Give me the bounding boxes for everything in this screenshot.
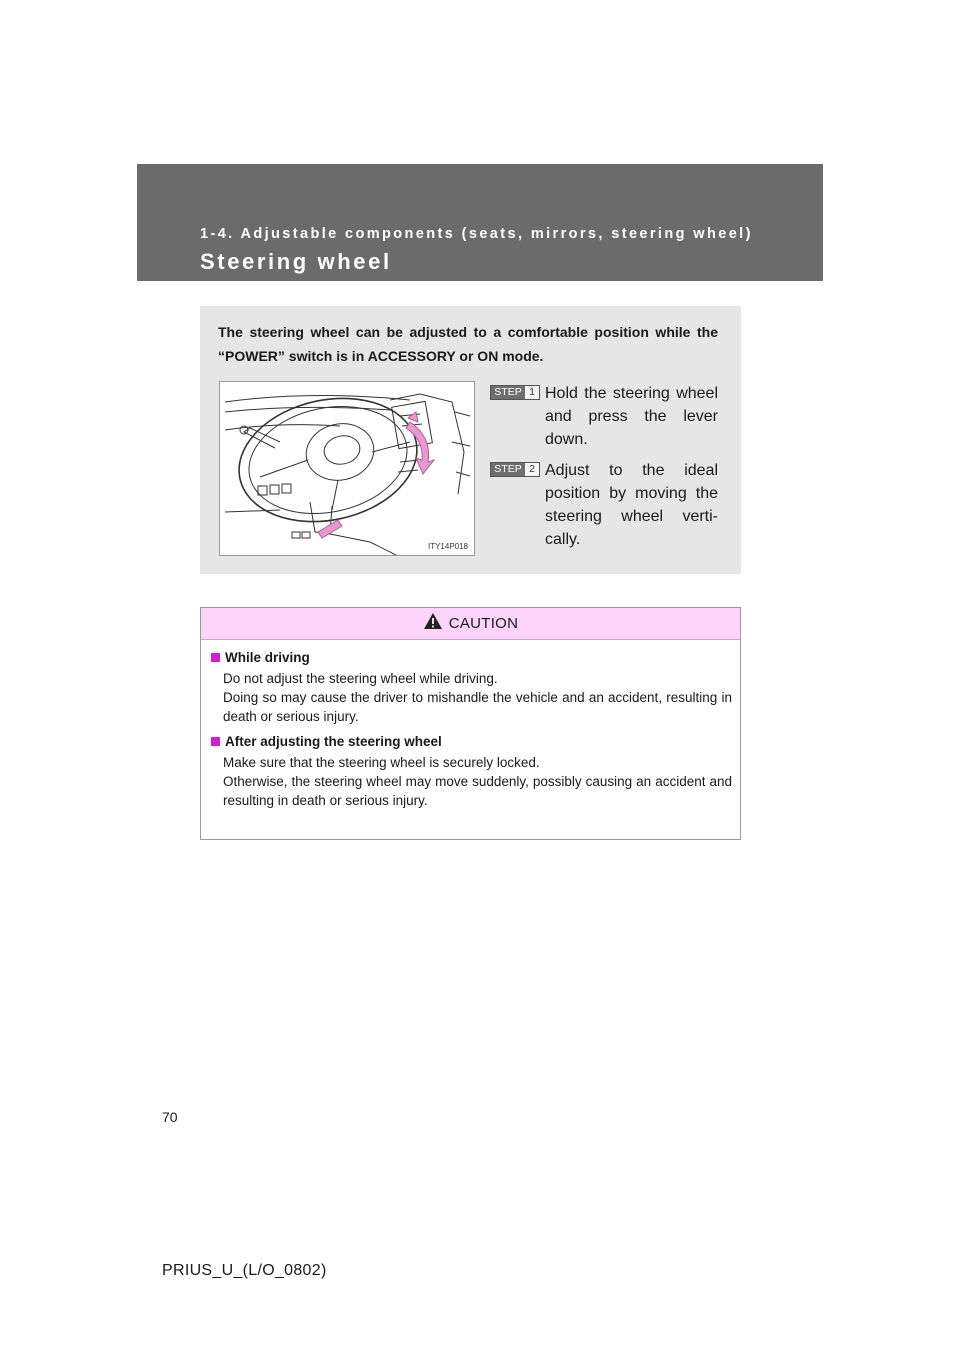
step-badge-label: STEP xyxy=(491,386,525,399)
step-badge xyxy=(490,385,540,400)
figure-code: ITY14P018 xyxy=(427,542,468,551)
caution-item-title: While driving xyxy=(211,650,732,665)
caution-title: CAUTION xyxy=(448,615,519,632)
steering-wheel-illustration xyxy=(219,381,475,556)
steps-list xyxy=(490,382,718,559)
square-bullet-icon xyxy=(211,737,220,746)
step-badge-label: STEP xyxy=(491,463,525,476)
square-bullet-icon xyxy=(211,653,220,662)
step-badge-number: 2 xyxy=(529,463,535,475)
step-text: Adjust to the ideal position by moving the steering wheel verti-cally. xyxy=(545,462,718,548)
step-2 xyxy=(490,459,718,551)
footer-code: PRIUS_U_(L/O_0802) xyxy=(162,1262,327,1279)
page-title: Steering wheel xyxy=(200,249,392,274)
step-1 xyxy=(490,382,718,451)
steering-wheel-drawing xyxy=(220,382,475,556)
caution-body xyxy=(201,640,740,810)
caution-item-text: Do not adjust the steering wheel while driving. Doing so may cause the driver to mishandle the vehicle and an accident, resulting in death or serious injury. xyxy=(223,671,732,724)
caution-item-text: Make sure that the steering wheel is securely locked. Otherwise, the steering wheel may move suddenly, possibly causing an accident and resulting in death or serious injury. xyxy=(223,755,732,808)
caution-box xyxy=(200,607,741,840)
caution-item-title: After adjusting the steering wheel xyxy=(211,734,732,749)
page-number: 70 xyxy=(162,1109,178,1125)
step-badge xyxy=(490,462,540,477)
warning-triangle-icon xyxy=(423,612,443,635)
section-header xyxy=(137,164,823,281)
section-title: 1-4. Adjustable components (seats, mirrors, steering wheel) xyxy=(200,226,753,242)
step-badge-number: 1 xyxy=(529,386,535,398)
intro-box xyxy=(200,306,741,574)
step-text: Hold the steering wheel and press the lever down. xyxy=(545,385,718,448)
caution-header xyxy=(201,608,740,640)
intro-text: The steering wheel can be adjusted to a comfortable position while the “POWER” switch is in ACCESSORY or ON mode. xyxy=(218,324,718,364)
